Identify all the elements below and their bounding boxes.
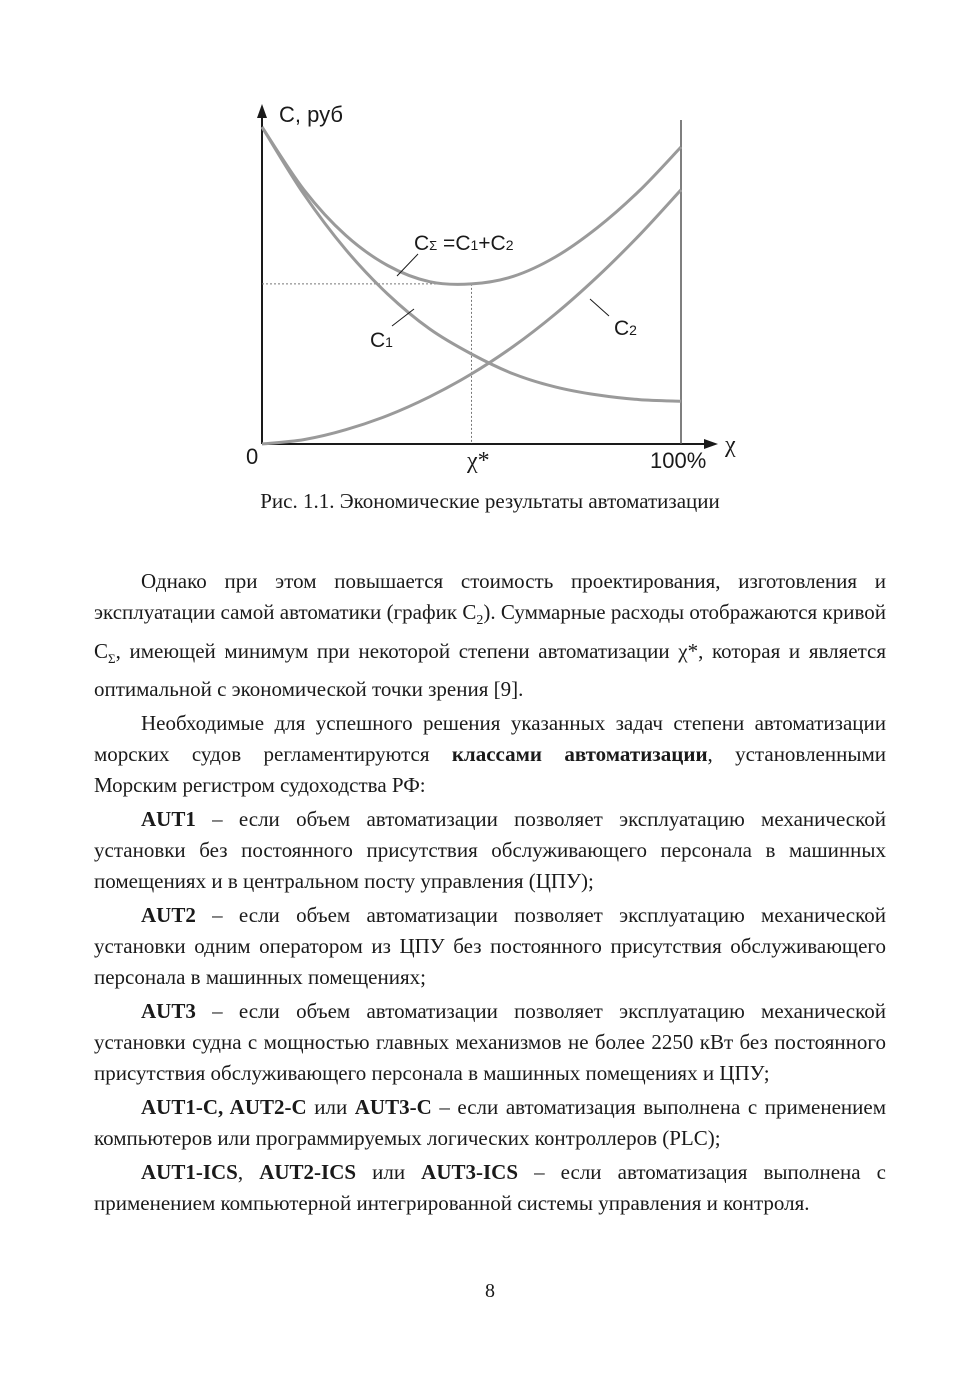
y-axis-arrow [257,104,267,118]
x-tick-zero: 0 [246,444,259,469]
page-number: 8 [485,1280,495,1302]
csum-label: СΣ =С1+С2 [414,232,514,255]
c2-leader-line [590,299,609,316]
body-text [94,566,886,1219]
paragraph-aut1: AUT1 – если объем автоматизации позволяет эксплуатацию механической установки без постоянного присутствия обслуживающего персонала в машинных помещениях и в центральном посту управления (ЦПУ); [94,807,886,894]
c1-leader-line [392,309,414,326]
x-axis-label: χ [725,432,736,458]
c2-label: С2 [614,317,637,340]
economic-results-chart [0,0,980,480]
x-tick-hundred: 100% [650,448,707,473]
figure-caption: Рис. 1.1. Экономические результаты автоматизации [260,489,720,513]
paragraph-classes-intro: Необходимые для успешного решения указанных задач степени автоматизации морских судов регламентируются классами автоматизации, установленными Морским регистром судоходства РФ: [94,711,886,798]
paragraph-aut-ics: AUT1-ICS, AUT2-ICS или AUT3-ICS – если автоматизация выполнена с применением компьютерной интегрированной системы управления и контроля. [94,1160,886,1216]
c1-label: С1 [370,329,393,352]
paragraph-aut-c: AUT1-C, AUT2-C или AUT3-C – если автоматизация выполнена с применением компьютеров или программируемых логических контроллеров (PLC); [94,1095,886,1151]
csum-leader-line [397,254,418,276]
paragraph-costs: Однако при этом повышается стоимость проектирования, изготовления и эксплуатации самой автоматики (график $С_2$). Суммарные расходы отображаются кривой $С_\Sigma$, имеющей минимум при некоторой степени автоматизации χ*, которая и является оптимальной с экономической точки зрения [9]. [94,569,886,702]
x-tick-optimum: χ* [467,448,490,474]
y-axis-label: С, руб [279,102,343,127]
paragraph-aut2: AUT2 – если объем автоматизации позволяет эксплуатацию механической установки одним оператором из ЦПУ без постоянного присутствия обслуживающего персонала в машинных помещениях; [94,903,886,990]
curve-c-sum [262,127,681,284]
paragraph-aut3: AUT3 – если объем автоматизации позволяет эксплуатацию механической установки судна с мощностью главных механизмов не более 2250 кВт без постоянного присутствия обслуживающего персонала в машинных помещениях и ЦПУ; [94,999,886,1086]
